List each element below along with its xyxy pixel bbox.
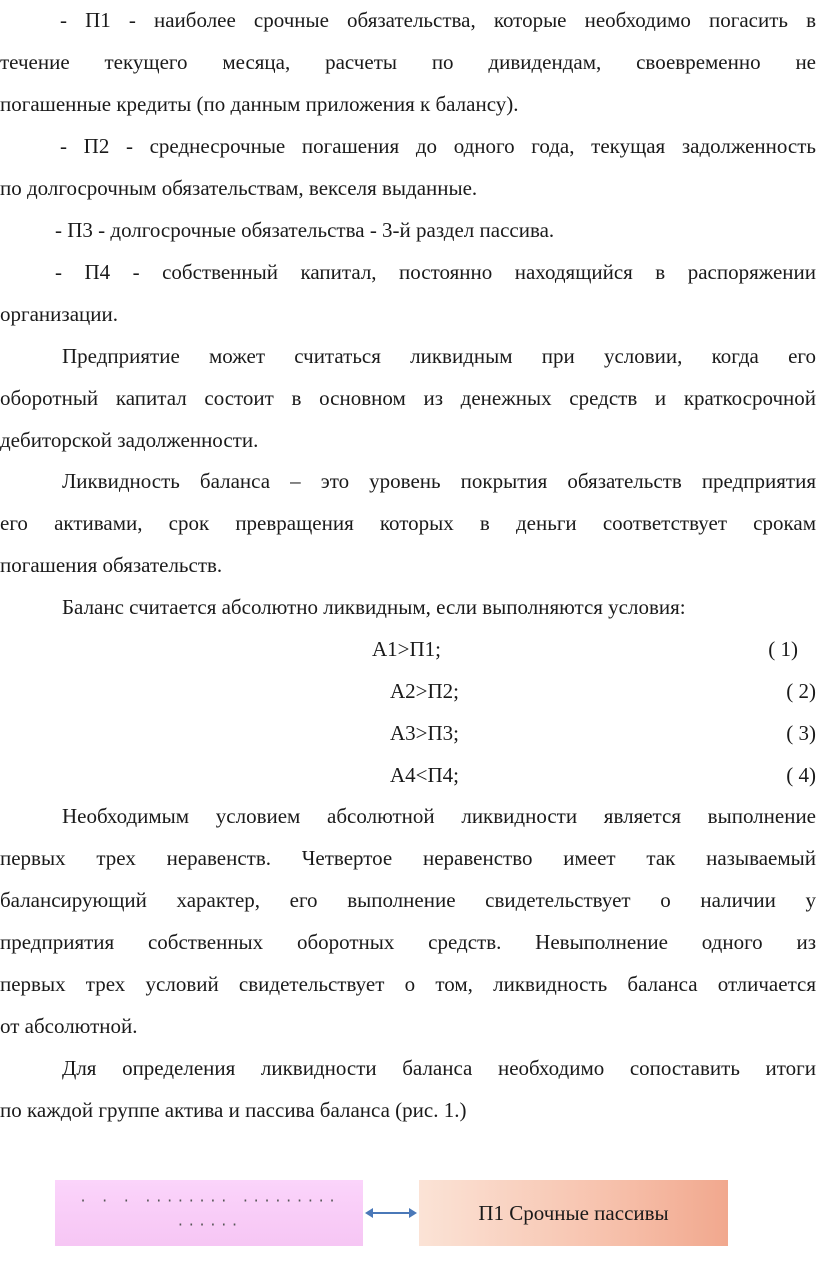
paragraph-p5-line-2: оборотный капитал состоит в основном из денежных средств и краткосрочной <box>0 386 816 410</box>
paragraph-p1-line-2: течение текущего месяца, расчеты по дивидендам, своевременно не <box>0 50 816 74</box>
paragraph-p2-line-2: по долгосрочным обязательствам, векселя выданные. <box>0 176 478 200</box>
formula-1: А1>П1; <box>372 637 442 661</box>
paragraph-p1-line-1: - П1 - наиболее срочные обязательства, которые необходимо погасить в <box>60 8 816 32</box>
paragraph-p3-line-1: - П3 - долгосрочные обязательства - 3-й раздел пассива. <box>55 218 555 242</box>
equation-number-3: ( 3) <box>786 721 816 745</box>
paragraph-p2-line-1: - П2 - среднесрочные погашения до одного года, текущая задолженность <box>60 134 816 158</box>
left-box-dots-line-2: ······ <box>176 1218 242 1233</box>
equation-number-1: ( 1) <box>768 637 798 661</box>
equation-number-2: ( 2) <box>786 679 816 703</box>
paragraph-p8-line-1: Необходимым условием абсолютной ликвидности является выполнение <box>62 804 816 828</box>
double-arrow-icon <box>363 1200 419 1226</box>
right-box-label: П1 Срочные пассивы <box>478 1200 669 1225</box>
paragraph-p8-line-4: предприятия собственных оборотных средств. Невыполнение одного из <box>0 930 816 954</box>
paragraph-p6-line-3: погашения обязательств. <box>0 553 223 577</box>
paragraph-p4-line-1: - П4 - собственный капитал, постоянно находящийся в распоряжении <box>55 260 816 284</box>
paragraph-p8-line-6: от абсолютной. <box>0 1014 138 1038</box>
paragraph-p8-line-2: первых трех неравенств. Четвертое неравенство имеет так называемый <box>0 846 816 870</box>
formula-2: А2>П2; <box>390 679 460 703</box>
formula-4: А4<П4; <box>390 763 460 787</box>
formula-3: А3>П3; <box>390 721 460 745</box>
equation-number-4: ( 4) <box>786 763 816 787</box>
paragraph-p9-line-1: Для определения ликвидности баланса необходимо сопоставить итоги <box>62 1056 816 1080</box>
paragraph-p6-line-1: Ликвидность баланса – это уровень покрытия обязательств предприятия <box>62 469 816 493</box>
paragraph-p4-line-2: организации. <box>0 302 118 326</box>
paragraph-p8-line-5: первых трех условий свидетельствует о том, ликвидность баланса отличается <box>0 972 816 996</box>
paragraph-p6-line-2: его активами, срок превращения которых в деньги соответствует срокам <box>0 511 816 535</box>
paragraph-p9-line-2: по каждой группе актива и пассива баланса (рис. 1.) <box>0 1098 467 1122</box>
left-box-dots-line-1: · · · ········ ········· <box>79 1194 339 1209</box>
diagram-right-box <box>419 1180 728 1246</box>
paragraph-p1-line-3: погашенные кредиты (по данным приложения к балансу). <box>0 92 519 116</box>
diagram-left-box <box>55 1180 363 1246</box>
paragraph-p7-line-1: Баланс считается абсолютно ликвидным, если выполняются условия: <box>62 595 686 619</box>
paragraph-p8-line-3: балансирующий характер, его выполнение свидетельствует о наличии у <box>0 888 816 912</box>
paragraph-p5-line-1: Предприятие может считаться ликвидным при условии, когда его <box>62 344 816 368</box>
paragraph-p5-line-3: дебиторской задолженности. <box>0 428 259 452</box>
